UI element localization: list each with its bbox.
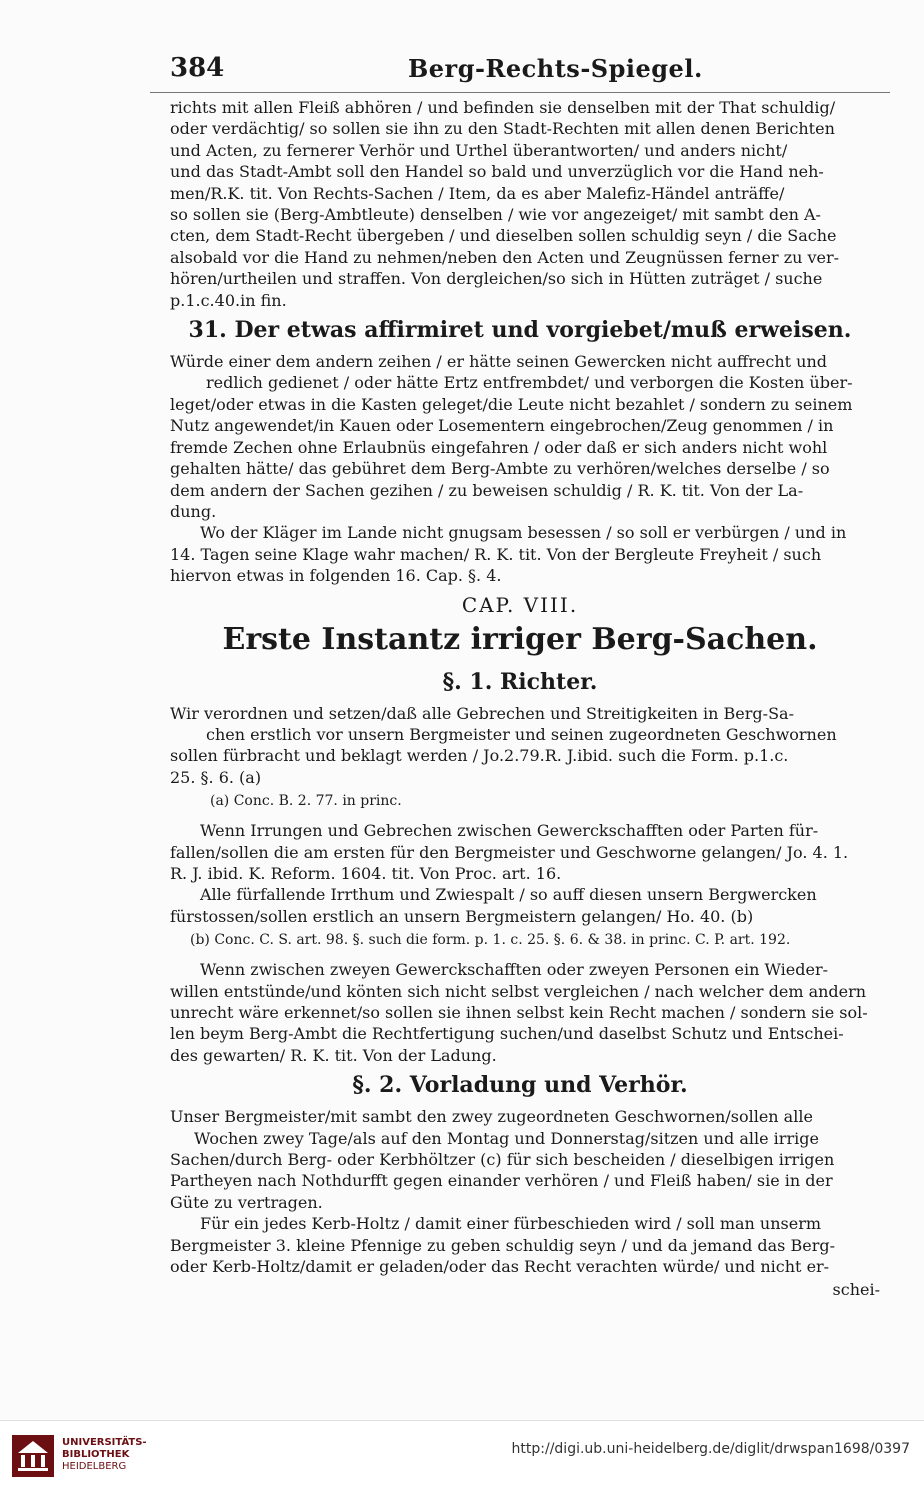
chapter-label: CAP. VIII.: [461, 592, 579, 617]
text-line: gehalten hätte/ das gebühret dem Berg-Ambte zu verhören/welches derselbe / so: [170, 459, 830, 479]
text-line: und Acten, zu fernerer Verhör und Urthel überantworten/ und anders nicht/: [170, 140, 788, 160]
text-line: dung.: [170, 501, 217, 521]
section-heading-31: 31. Der etwas affirmiret und vorgiebet/muß erweisen.: [188, 317, 852, 344]
chapter-title: Erste Instantz irriger Berg-Sachen.: [222, 621, 818, 657]
text-line: 14. Tagen seine Klage wahr machen/ R. K. tit. Von der Bergleute Freyheit / such: [170, 544, 822, 564]
text-line: cten, dem Stadt-Recht übergeben / und dieselben sollen schuldig seyn / die Sache: [170, 226, 837, 246]
paragraph-1: [150, 97, 890, 311]
text-line: und das Stadt-Ambt soll den Handel so bald und unverzüglich vor die Hand neh-: [170, 162, 824, 182]
paragraph-5: [150, 820, 890, 884]
text-line: Wenn zwischen zweyen Gewerckschafften oder zweyen Personen ein Wieder-: [200, 960, 828, 980]
text-line: hören/urtheilen und straffen. Von dergleichen/so sich in Hütten zuträget / suche: [170, 269, 823, 289]
text-line: hiervon etwas in folgenden 16. Cap. §. 4.: [170, 566, 502, 586]
text-line: leget/oder etwas in die Kasten geleget/die Leute nicht bezahlet / sondern zu seinem: [170, 394, 853, 414]
paragraph-7: [150, 959, 890, 1066]
text-line: redlich gedienet / oder hätte Ertz entfrembdet/ und verborgen die Kosten über-: [206, 373, 853, 393]
text-line: Partheyen nach Nothdurfft gegen einander verhören / und Fleiß haben/ sie in der: [170, 1171, 833, 1191]
viewer-footer: [0, 1420, 924, 1495]
text-line: Wochen zwey Tage/als auf den Montag und Donnerstag/sitzen und alle irrige: [194, 1128, 819, 1148]
paragraph-8: [150, 1106, 890, 1213]
text-line: R. J. ibid. K. Reform. 1604. tit. Von Proc. art. 16.: [170, 863, 562, 883]
paragraph-9: [150, 1213, 890, 1277]
permalink-url[interactable]: http://digi.ub.uni-heidelberg.de/diglit/drwspan1698/0397: [511, 1441, 910, 1457]
text-line: alsobald vor die Hand zu nehmen/neben den Acten und Zeugnüssen ferner zu ver-: [170, 247, 840, 267]
paragraph-6: [150, 884, 890, 927]
text-line: sollen fürbracht und beklagt werden / Jo.2.79.R. J.ibid. such die Form. p.1.c.: [170, 746, 789, 766]
text-line: len beym Berg-Ambt die Rechtfertigung suchen/und daselbst Schutz und Entschei-: [170, 1024, 844, 1044]
text-line: fallen/sollen die am ersten für den Bergmeister und Geschworne gelangen/ Jo. 4. 1.: [170, 842, 849, 862]
text-line: fürstossen/sollen erstlich an unsern Bergmeistern gelangen/ Ho. 40. (b): [170, 906, 754, 926]
text-line: unrecht wäre erkennet/so sollen sie ihnen selbst kein Recht machen / sondern sie sol-: [170, 1003, 868, 1022]
text-line: Bergmeister 3. kleine Pfennige zu geben schuldig seyn / und da jemand das Berg-: [170, 1235, 835, 1255]
text-line: Alle fürfallende Irrthum und Zwiespalt / so auff diesen unsern Bergwercken: [200, 885, 817, 905]
footnote-a: (a) Conc. B. 2. 77. in princ.: [210, 793, 402, 810]
section-heading-1: §. 1. Richter.: [442, 668, 598, 695]
paragraph-2: [150, 351, 890, 522]
text-line: Güte zu vertragen.: [170, 1192, 323, 1212]
library-name-line: UNIVERSITÄTS-: [62, 1437, 147, 1448]
text-line: dem andern der Sachen gezihen / zu beweisen schuldig / R. K. tit. Von der La-: [170, 480, 804, 500]
page-header: [150, 52, 890, 93]
page-number: 384: [170, 53, 225, 83]
text-line: p.1.c.40.in fin.: [170, 290, 287, 310]
running-head: Berg-Rechts-Spiegel.: [408, 54, 703, 83]
paragraph-3: [150, 522, 890, 586]
library-logo-icon[interactable]: [12, 1435, 54, 1477]
text-line: Wir verordnen und setzen/daß alle Gebrechen und Streitigkeiten in Berg-Sa-: [170, 703, 794, 723]
text-line: Nutz angewendet/in Kauen oder Losementern eingebrochen/Zeug genommen / in: [170, 416, 834, 436]
text-line: oder Kerb-Holtz/damit er geladen/oder das Recht verachten würde/ und nicht er-: [170, 1257, 830, 1277]
text-line: Sachen/durch Berg- oder Kerbhöltzer (c) für sich bescheiden / dieselbigen irrigen: [170, 1150, 835, 1170]
text-line: chen erstlich vor unsern Bergmeister und seinen zugeordneten Geschwornen: [206, 724, 837, 744]
text-line: willen entstünde/und könten sich nicht selbst vergleichen / nach welcher dem andern: [170, 981, 867, 1001]
text-line: des gewarten/ R. K. tit. Von der Ladung.: [170, 1045, 497, 1065]
section-heading-2: §. 2. Vorladung und Verhör.: [352, 1072, 688, 1099]
catchword: schei-: [832, 1280, 880, 1300]
text-line: Wo der Kläger im Lande nicht gnugsam besessen / so soll er verbürgen / und in: [200, 523, 847, 543]
page-content: [150, 52, 890, 1402]
library-name[interactable]: [62, 1437, 147, 1473]
text-line: fremde Zechen ohne Erlaubnüs eingefahren / oder daß er sich anders nicht wohl: [170, 437, 828, 457]
text-line: Würde einer dem andern zeihen / er hätte seinen Gewercken nicht auffrecht und: [170, 352, 828, 372]
text-line: so sollen sie (Berg-Ambtleute) denselben / wie vor angezeiget/ mit sambt den A-: [170, 205, 821, 225]
text-line: Unser Bergmeister/mit sambt den zwey zugeordneten Geschwornen/sollen alle: [170, 1107, 813, 1127]
library-name-line: HEIDELBERG: [62, 1461, 127, 1472]
text-line: men/R.K. tit. Von Rechts-Sachen / Item, da es aber Malefiz-Händel anträffe/: [170, 183, 785, 203]
text-line: richts mit allen Fleiß abhören / und befinden sie denselben mit der That schuldig/: [170, 98, 836, 117]
text-line: 25. §. 6. (a): [170, 767, 262, 787]
footnote-b: (b) Conc. C. S. art. 98. §. such die form. p. 1. c. 25. §. 6. & 38. in princ. C. P. art. 192.: [190, 932, 791, 949]
paragraph-4: [150, 703, 890, 789]
text-line: Für ein jedes Kerb-Holtz / damit einer fürbeschieden wird / soll man unserm: [200, 1214, 822, 1234]
text-line: Wenn Irrungen und Gebrechen zwischen Gewerckschafften oder Parten für-: [200, 821, 819, 841]
text-line: oder verdächtig/ so sollen sie ihn zu den Stadt-Rechten mit allen denen Berichten: [170, 119, 835, 139]
library-name-line: BIBLIOTHEK: [62, 1449, 130, 1460]
